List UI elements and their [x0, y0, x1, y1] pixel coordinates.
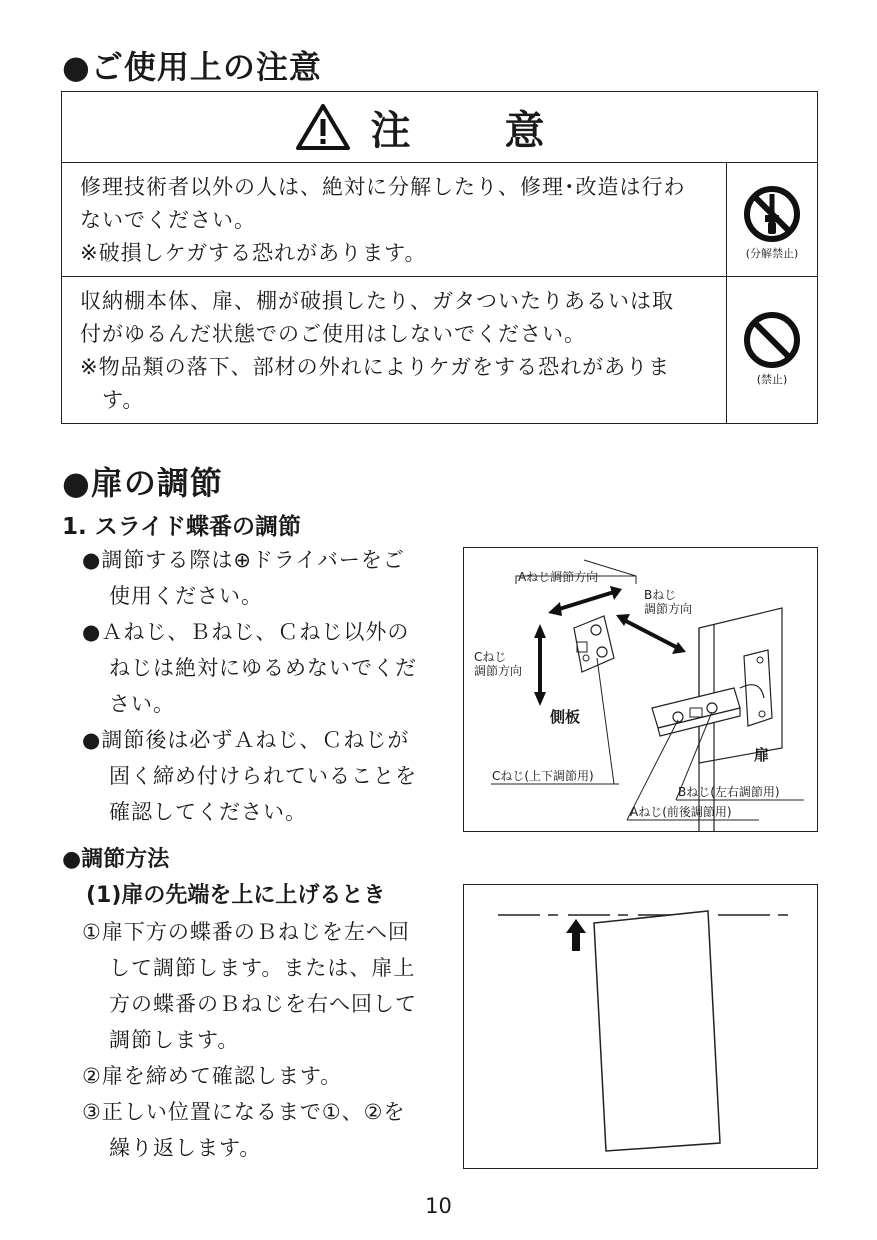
step-list [82, 914, 452, 1166]
label-a-direction: Aねじ調節方向 [518, 570, 599, 584]
caution-title: 注 意 [370, 107, 585, 154]
warning-triangle-icon [295, 103, 351, 151]
label-a-screw: Aねじ(前後調節用) [630, 805, 732, 819]
hinge-diagram [463, 547, 818, 832]
method-heading: ●調節方法 [62, 847, 170, 872]
list-item: 確認してください。 [109, 800, 307, 824]
icon-caption: (分解禁止) [745, 247, 799, 260]
caution-line: ないでください。 [80, 208, 256, 232]
label-c-direction-2: 調節方向 [474, 664, 523, 678]
prohibition-icon [743, 311, 801, 369]
list-item: ●調節する際は⊕ドライバーをご [82, 548, 405, 572]
list-item: ●調節後は必ずＡねじ、Ｃねじが [82, 728, 410, 752]
list-item: さい。 [109, 692, 175, 716]
step-item: ③正しい位置になるまで①、②を [82, 1100, 406, 1124]
caution-text-prohibition [80, 285, 720, 417]
caution-table [61, 91, 818, 424]
icon-caption: (禁止) [756, 373, 788, 386]
label-side-panel: 側板 [550, 708, 581, 726]
caution-text-disassembly [80, 171, 720, 270]
icon-cell [726, 277, 817, 423]
bullet-list [82, 542, 452, 830]
list-item: 固く締め付けられていることを [109, 764, 417, 788]
step-item: 繰り返します。 [109, 1136, 262, 1160]
caution-line: ※破損しケガする恐れがあります。 [80, 241, 427, 265]
section-heading-door: ●扉の調節 [62, 464, 223, 502]
icon-cell [726, 163, 817, 276]
door-tilt-diagram [463, 884, 818, 1169]
section-heading-caution: ●ご使用上の注意 [62, 48, 322, 86]
step-item: ①扉下方の蝶番のＢねじを左へ回 [82, 920, 410, 944]
caution-row-prohibition [62, 277, 817, 423]
label-b-screw: Bねじ(左右調節用) [678, 785, 780, 799]
list-item: ねじは絶対にゆるめないでくだ [109, 656, 417, 680]
label-b-direction-1: Bねじ [644, 588, 677, 602]
door-tilt-drawing [464, 885, 817, 1168]
case1-heading: (1)扉の先端を上に上げるとき [86, 883, 386, 908]
step-item: 方の蝶番のＢねじを右へ回して [109, 992, 417, 1016]
arrow-up-icon [566, 919, 586, 951]
page-number: 10 [425, 1194, 452, 1218]
caution-row-disassembly [62, 163, 817, 277]
list-item: ●Ａねじ、Ｂねじ、Ｃねじ以外の [82, 620, 410, 644]
step-item: 調節します。 [109, 1028, 240, 1052]
caution-header [62, 92, 817, 163]
step-item: して調節します。または、扉上 [109, 956, 416, 980]
label-door: 扉 [754, 746, 770, 764]
list-item: 使用ください。 [109, 584, 263, 608]
caution-line: 修理技術者以外の人は、絶対に分解したり、修理･改造は行わ [80, 175, 686, 199]
caution-line: 付がゆるんだ状態でのご使用はしないでください。 [80, 322, 586, 346]
caution-line: す。 [102, 388, 145, 412]
label-c-direction-1: Cねじ [474, 650, 507, 664]
subheading-slide-hinge: 1. スライド蝶番の調節 [62, 514, 302, 540]
label-b-direction-2: 調節方向 [644, 602, 693, 616]
no-disassembly-icon [743, 185, 801, 243]
caution-line: 収納棚本体、扉、棚が破損したり、ガタついたりあるいは取 [80, 289, 674, 313]
step-item: ②扉を締めて確認します。 [82, 1064, 343, 1088]
caution-line: ※物品類の落下、部材の外れによりケガをする恐れがありま [80, 355, 671, 379]
label-c-screw: Cねじ(上下調節用) [492, 769, 594, 783]
